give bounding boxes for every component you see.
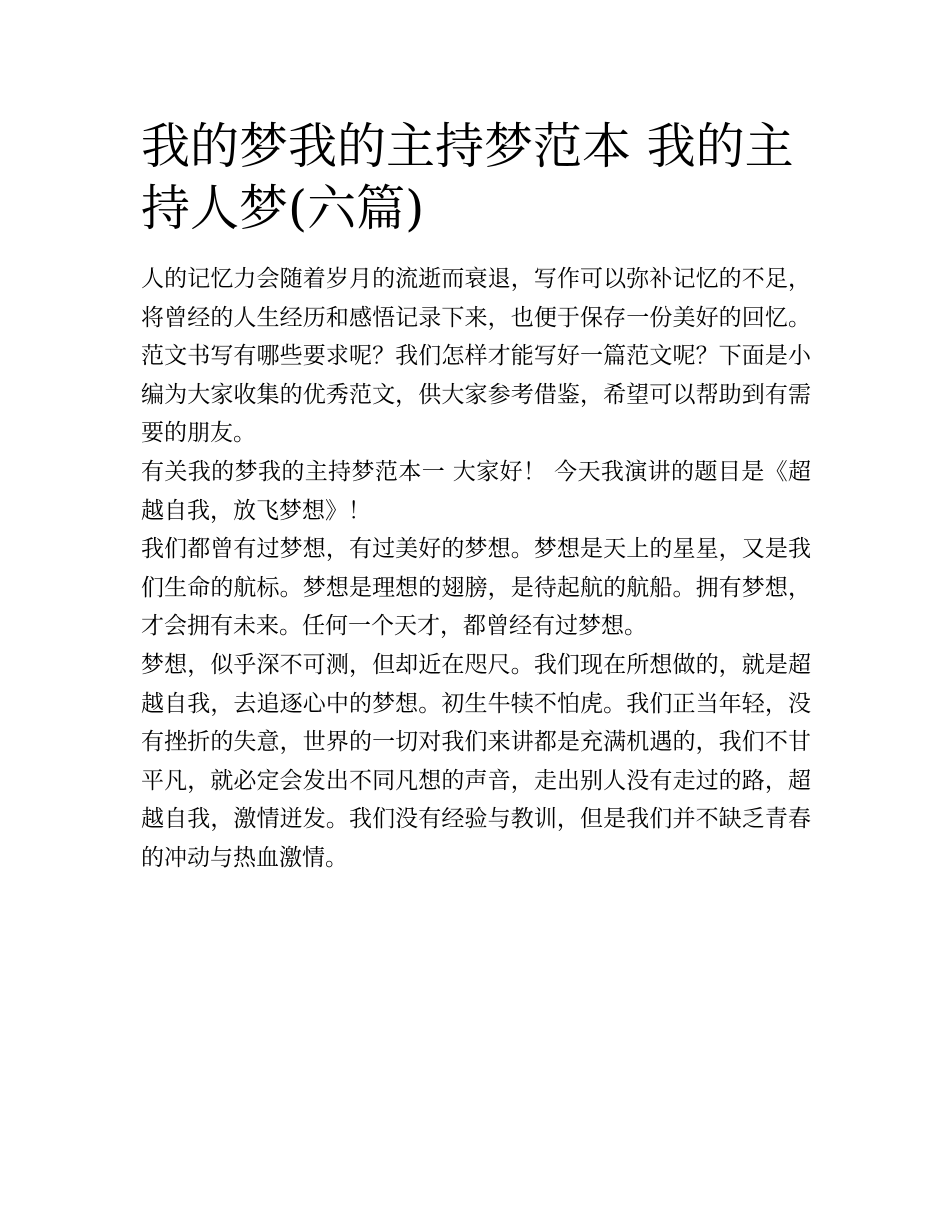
document-page — [141, 116, 811, 878]
paragraph-dreams: 我们都曾有过梦想，有过美好的梦想。梦想是天上的星星，又是我们生命的航标。梦想是理想的翅膀，是待起航的航船。拥有梦想，才会拥有未来。任何一个天才，都曾经有过梦想。 — [141, 536, 811, 640]
document-body — [141, 260, 811, 878]
paragraph-greeting: 有关我的梦我的主持梦范本一 大家好！ 今天我演讲的题目是《超越自我，放飞梦想》！ — [141, 458, 811, 524]
document-title: 我的梦我的主持梦范本 我的主持人梦(六篇) — [141, 118, 794, 237]
paragraph-intro: 人的记忆力会随着岁月的流逝而衰退，写作可以弥补记忆的不足，将曾经的人生经历和感悟记录下来，也便于保存一份美好的回忆。范文书写有哪些要求呢？我们怎样才能写好一篇范文呢？下面是小编为大家收集的优秀范文，供大家参考借鉴，希望可以帮助到有需要的朋友。 — [141, 266, 811, 447]
paragraph-pursuit: 梦想，似乎深不可测，但却近在咫尺。我们现在所想做的，就是超越自我，去追逐心中的梦想。初生牛犊不怕虎。我们正当年轻，没有挫折的失意，世界的一切对我们来讲都是充满机遇的，我们不甘平凡，就必定会发出不同凡想的声音，走出别人没有走过的路，超越自我，激情迸发。我们没有经验与教训，但是我们并不缺乏青春的冲动与热血激情。 — [141, 651, 811, 871]
